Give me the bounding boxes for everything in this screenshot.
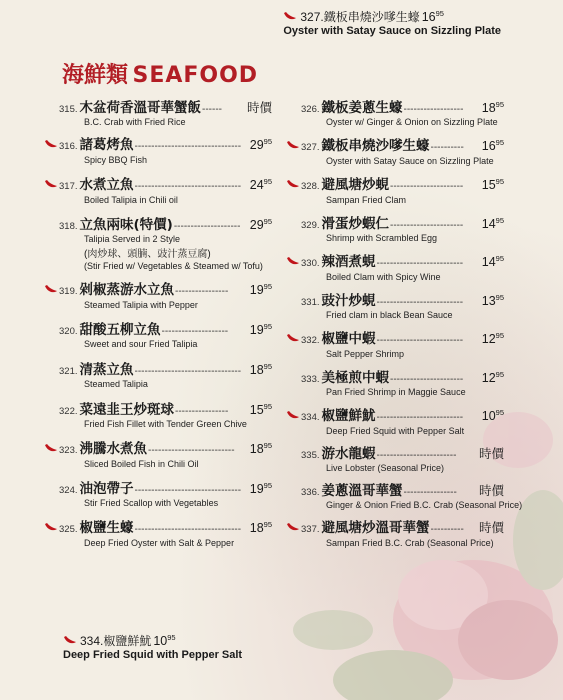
- menu-column-left: [44, 96, 272, 548]
- item-price: $13^{95}$: [481, 293, 504, 308]
- chili-pepper-icon: [286, 519, 301, 537]
- item-description: Ginger & Onion Fried B.C. Crab (Seasonal Price): [326, 500, 523, 510]
- section-title-en: SEAFOOD: [132, 63, 259, 88]
- item-name-zh: 甜酸五柳立魚: [79, 322, 161, 338]
- item-name-zh: 辣酒煮蜆: [321, 254, 376, 270]
- featured-item-price: $16^{95}$: [421, 9, 444, 24]
- chili-pepper-icon: [286, 176, 301, 194]
- item-price: $29^{95}$: [249, 137, 272, 152]
- menu-item: [44, 477, 272, 508]
- item-number: 316.: [59, 141, 78, 152]
- item-price: $16^{95}$: [481, 138, 504, 153]
- item-number: 333.: [301, 374, 320, 385]
- menu-item: [286, 479, 523, 510]
- item-price: $18^{95}$: [249, 441, 272, 456]
- dotted-leader: --------------------: [161, 326, 229, 337]
- item-number: 331.: [301, 297, 320, 308]
- item-number: 327.: [301, 142, 320, 153]
- menu-item: [44, 437, 272, 469]
- section-title: [62, 58, 258, 89]
- menu-item: [44, 173, 272, 205]
- dotted-leader: --------------------------: [376, 297, 464, 308]
- chili-pepper-icon: [44, 176, 59, 194]
- chili-pepper-icon: [286, 253, 301, 271]
- dotted-leader: --------------------------: [376, 258, 464, 269]
- menu-item: [44, 398, 272, 429]
- dotted-leader: ----------------------: [390, 374, 464, 385]
- item-price: $12^{95}$: [481, 331, 504, 346]
- item-description: Spicy BBQ Fish: [84, 155, 148, 165]
- dotted-leader: --------------------------------: [134, 485, 242, 496]
- item-price: $29^{95}$: [249, 217, 272, 232]
- chili-pepper-icon: [44, 281, 59, 299]
- menu-item: [44, 318, 272, 349]
- item-number: 326.: [301, 104, 320, 115]
- item-description: Boiled Talipia in Chili oil: [84, 195, 178, 205]
- menu-item: [44, 213, 272, 271]
- item-name-zh: 菜遠韭王炒斑球: [79, 402, 174, 418]
- chili-pepper-icon: [286, 330, 301, 348]
- item-number: 315.: [59, 104, 78, 115]
- item-description: Steamed Talipia: [84, 379, 148, 389]
- dotted-leader: --------------------------: [376, 412, 464, 423]
- chili-pepper-icon: [63, 634, 78, 648]
- item-price: $18^{95}$: [481, 100, 504, 115]
- item-name-zh: 美極煎中蝦: [321, 370, 389, 386]
- item-description: Boiled Clam with Spicy Wine: [326, 272, 441, 282]
- item-number: 321.: [59, 366, 78, 377]
- item-subdescription-zh: (肉炒球、頭腩、豉汁蒸豆腐): [84, 249, 211, 260]
- item-name-zh: 椒鹽中蝦: [321, 331, 376, 347]
- item-price: $18^{95}$: [249, 362, 272, 377]
- item-description: Pan Fried Shrimp in Maggie Sauce: [326, 387, 466, 397]
- chili-pepper-icon: [44, 136, 59, 154]
- item-number: 337.: [301, 524, 320, 535]
- chili-pepper-icon: [283, 10, 298, 24]
- item-name-zh: 木盆荷香溫哥華蟹飯: [79, 100, 201, 116]
- item-description: Deep Fried Oyster with Salt & Pepper: [84, 538, 235, 548]
- chili-pepper-icon: [44, 519, 59, 537]
- item-description: Talipia Served in 2 Style: [84, 234, 181, 244]
- menu-item: [286, 96, 504, 127]
- item-price: $19^{95}$: [249, 282, 272, 297]
- menu-column-right: [286, 96, 523, 548]
- item-number: 323.: [59, 445, 78, 456]
- dotted-leader: ----------: [430, 524, 464, 535]
- dotted-leader: --------------------: [173, 221, 241, 232]
- menu-item: [44, 278, 272, 310]
- item-description: Deep Fried Squid with Pepper Salt: [326, 426, 465, 436]
- dotted-leader: ------------------------: [376, 450, 457, 461]
- item-number: 325.: [59, 524, 78, 535]
- item-name-zh: 剁椒蒸游水立魚: [79, 282, 174, 298]
- item-name-zh: 諸葛烤魚: [79, 137, 134, 153]
- item-description: Shrimp with Scrambled Egg: [326, 233, 438, 243]
- item-description: Salt Pepper Shrimp: [326, 349, 405, 359]
- item-price: $19^{95}$: [249, 322, 272, 337]
- dotted-leader: ----------------: [175, 286, 229, 297]
- item-name-zh: 避風塘炒蜆: [321, 177, 389, 193]
- dotted-leader: ----------: [430, 142, 464, 153]
- item-name-zh: 姜蔥溫哥華蟹: [321, 483, 403, 499]
- menu-item: [286, 173, 504, 205]
- chili-pepper-icon: [44, 440, 59, 458]
- featured-item-desc: Oyster with Satay Sauce on Sizzling Plate: [283, 25, 501, 37]
- menu-item: [286, 212, 504, 243]
- item-description: B.C. Crab with Fried Rice: [84, 117, 186, 127]
- item-number: 319.: [59, 286, 78, 297]
- item-name-zh: 油泡帶子: [79, 481, 134, 497]
- featured-item-name: 327.鐵板串燒沙嗲生蠔: [300, 10, 420, 24]
- featured-item-name: 334.椒鹽鮮魷: [80, 634, 152, 648]
- item-number: 330.: [301, 258, 320, 269]
- item-description: Stir Fried Scallop with Vegetables: [84, 498, 219, 508]
- menu-item: [286, 327, 504, 359]
- menu-item: [286, 250, 504, 282]
- dotted-leader: ----------------: [403, 487, 457, 498]
- item-name-zh: 游水龍蝦: [321, 446, 376, 462]
- dotted-leader: --------------------------: [376, 335, 464, 346]
- item-name-zh: 立魚兩味(特價): [79, 217, 173, 233]
- dotted-leader: ------------------: [403, 104, 464, 115]
- featured-item-top: [283, 8, 501, 37]
- item-price: 時價: [478, 521, 504, 535]
- item-name-zh: 椒鹽生蠔: [79, 520, 134, 536]
- item-name-zh: 沸騰水煮魚: [79, 441, 147, 457]
- dotted-leader: ------: [202, 104, 222, 115]
- item-price: $14^{95}$: [481, 254, 504, 269]
- item-name-zh: 鐵板串燒沙嗲生蠔: [321, 138, 430, 154]
- item-price: $15^{95}$: [249, 402, 272, 417]
- menu-item: [286, 516, 504, 548]
- menu-item: [44, 96, 272, 127]
- item-description: Sweet and sour Fried Talipia: [84, 339, 198, 349]
- item-price: 時價: [478, 484, 504, 498]
- item-name-zh: 清蒸立魚: [79, 362, 134, 378]
- item-number: 328.: [301, 181, 320, 192]
- item-number: 329.: [301, 220, 320, 231]
- dotted-leader: --------------------------------: [134, 141, 242, 152]
- item-subdescription-en: (Stir Fried w/ Vegetables & Steamed w/ Tofu): [84, 261, 263, 271]
- item-price: $18^{95}$: [249, 520, 272, 535]
- item-description: Sampan Fried B.C. Crab (Seasonal Price): [326, 538, 494, 548]
- dotted-leader: ----------------------: [390, 181, 464, 192]
- item-description: Oyster with Satay Sauce on Sizzling Plate: [326, 156, 494, 166]
- menu-item: [286, 366, 504, 397]
- dotted-leader: --------------------------: [148, 445, 235, 456]
- item-price: $12^{95}$: [481, 370, 504, 385]
- item-number: 334.: [301, 412, 320, 423]
- item-number: 320.: [59, 326, 78, 337]
- dotted-leader: --------------------------------: [134, 366, 242, 377]
- chili-pepper-icon: [286, 407, 301, 425]
- menu-item: [286, 404, 504, 436]
- item-name-zh: 避風塘炒溫哥華蟹: [321, 520, 430, 536]
- item-number: 322.: [59, 406, 78, 417]
- item-name-zh: 豉汁炒蜆: [321, 293, 376, 309]
- dotted-leader: ----------------: [175, 406, 229, 417]
- item-description: Fried clam in black Bean Sauce: [326, 310, 453, 320]
- item-description: Live Lobster (Seasonal Price): [326, 463, 445, 473]
- item-price: $10^{95}$: [481, 408, 504, 423]
- chili-pepper-icon: [286, 137, 301, 155]
- item-number: 336.: [301, 487, 320, 498]
- item-name-zh: 水煮立魚: [79, 177, 134, 193]
- item-price: $24^{95}$: [249, 177, 272, 192]
- item-name-zh: 椒鹽鮮魷: [321, 408, 376, 424]
- dotted-leader: ----------------------: [390, 220, 464, 231]
- item-price: $15^{95}$: [481, 177, 504, 192]
- item-description: Sliced Boiled Fish in Chili Oil: [84, 459, 199, 469]
- menu-item: [286, 289, 504, 320]
- item-price: $14^{95}$: [481, 216, 504, 231]
- item-name-zh: 滑蛋炒蝦仁: [321, 216, 389, 232]
- dotted-leader: --------------------------------: [134, 524, 242, 535]
- item-description: Oyster w/ Ginger & Onion on Sizzling Plate: [326, 117, 498, 127]
- menu-item: [44, 358, 272, 389]
- item-description: Fried Fish Fillet with Tender Green Chive: [84, 419, 247, 429]
- section-title-zh: 海鮮類: [62, 62, 129, 88]
- menu-item: [286, 442, 504, 473]
- item-description: Steamed Talipia with Pepper: [84, 300, 198, 310]
- item-number: 324.: [59, 485, 78, 496]
- item-price: $19^{95}$: [249, 481, 272, 496]
- menu-item: [286, 134, 504, 166]
- item-number: 332.: [301, 335, 320, 346]
- item-number: 318.: [59, 221, 78, 232]
- item-price: 時價: [246, 101, 272, 115]
- menu-item: [44, 516, 272, 548]
- featured-item-bottom: [63, 632, 242, 661]
- item-number: 335.: [301, 450, 320, 461]
- item-price: 時價: [478, 447, 504, 461]
- featured-item-price: $10^{95}$: [153, 633, 176, 648]
- item-number: 317.: [59, 181, 78, 192]
- menu-item: [44, 133, 272, 165]
- item-name-zh: 鐵板姜蔥生蠔: [321, 100, 403, 116]
- dotted-leader: --------------------------------: [134, 181, 242, 192]
- featured-item-desc: Deep Fried Squid with Pepper Salt: [63, 649, 243, 661]
- item-description: Sampan Fried Clam: [326, 195, 407, 205]
